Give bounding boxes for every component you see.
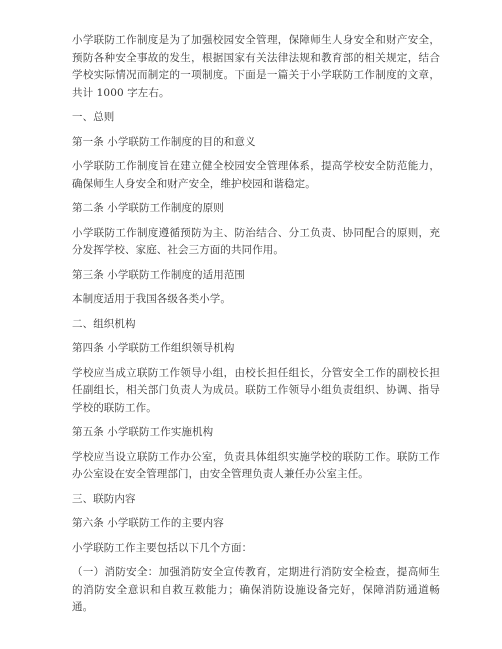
article-6-title: 第六条 小学联防工作的主要内容 [72, 517, 224, 529]
article-2-title: 第二条 小学联防工作制度的原则 [72, 202, 224, 214]
article-1-title: 第一条 小学联防工作制度的目的和意义 [72, 135, 256, 148]
article-4-body: 学校应当成立联防工作领导小组，由校长担任组长，分管安全工作的副校长担任副组长，相关部门负责人为成员。联防工作领导小组负责组织、协调、指导学校的联防工作。 [72, 366, 440, 414]
section-heading-general: 一、总则 [72, 111, 115, 123]
intro-paragraph: 小学联防工作制度是为了加强校园安全管理，保障师生人身安全和财产安全，预防各种安全事故的发生，根据国家有关法律法规和教育部的相关规定，结合学校实际情况而制定的一项制度。下面是一篇关于小学联防工作制度的文章，共计 1000 字左右。 [72, 34, 440, 99]
article-1-body: 小学联防工作制度旨在建立健全校园安全管理体系，提高学校安全防范能力，确保师生人身安全和财产安全，维护校园和谐稳定。 [72, 160, 440, 190]
section-heading-organization: 二、组织机构 [72, 317, 136, 330]
article-2-body: 小学联防工作制度遵循预防为主、防治结合、分工负责、协同配合的原则，充分发挥学校、家庭、社会三方面的共同作用。 [72, 226, 440, 256]
article-5-body: 学校应当设立联防工作办公室，负责具体组织实施学校的联防工作。联防工作办公室设在安全管理部门，由安全管理负责人兼任办公室主任。 [72, 450, 440, 480]
list-item-fire-safety: （一）消防安全：加强消防安全宣传教育，定期进行消防安全检查，提高师生的消防安全意识和自救互救能力；确保消防设施设备完好，保障消防通道畅通。 [72, 566, 440, 613]
article-6-body: 小学联防工作主要包括以下几个方面： [72, 541, 253, 554]
article-5-title: 第五条 小学联防工作实施机构 [72, 426, 214, 438]
article-4-title: 第四条 小学联防工作组织领导机构 [72, 342, 235, 354]
section-heading-content: 三、联防内容 [72, 492, 136, 505]
article-3-body: 本制度适用于我国各级各类小学。 [72, 293, 231, 305]
document-page [72, 32, 440, 617]
article-3-title: 第三条 小学联防工作制度的适用范围 [72, 268, 246, 281]
